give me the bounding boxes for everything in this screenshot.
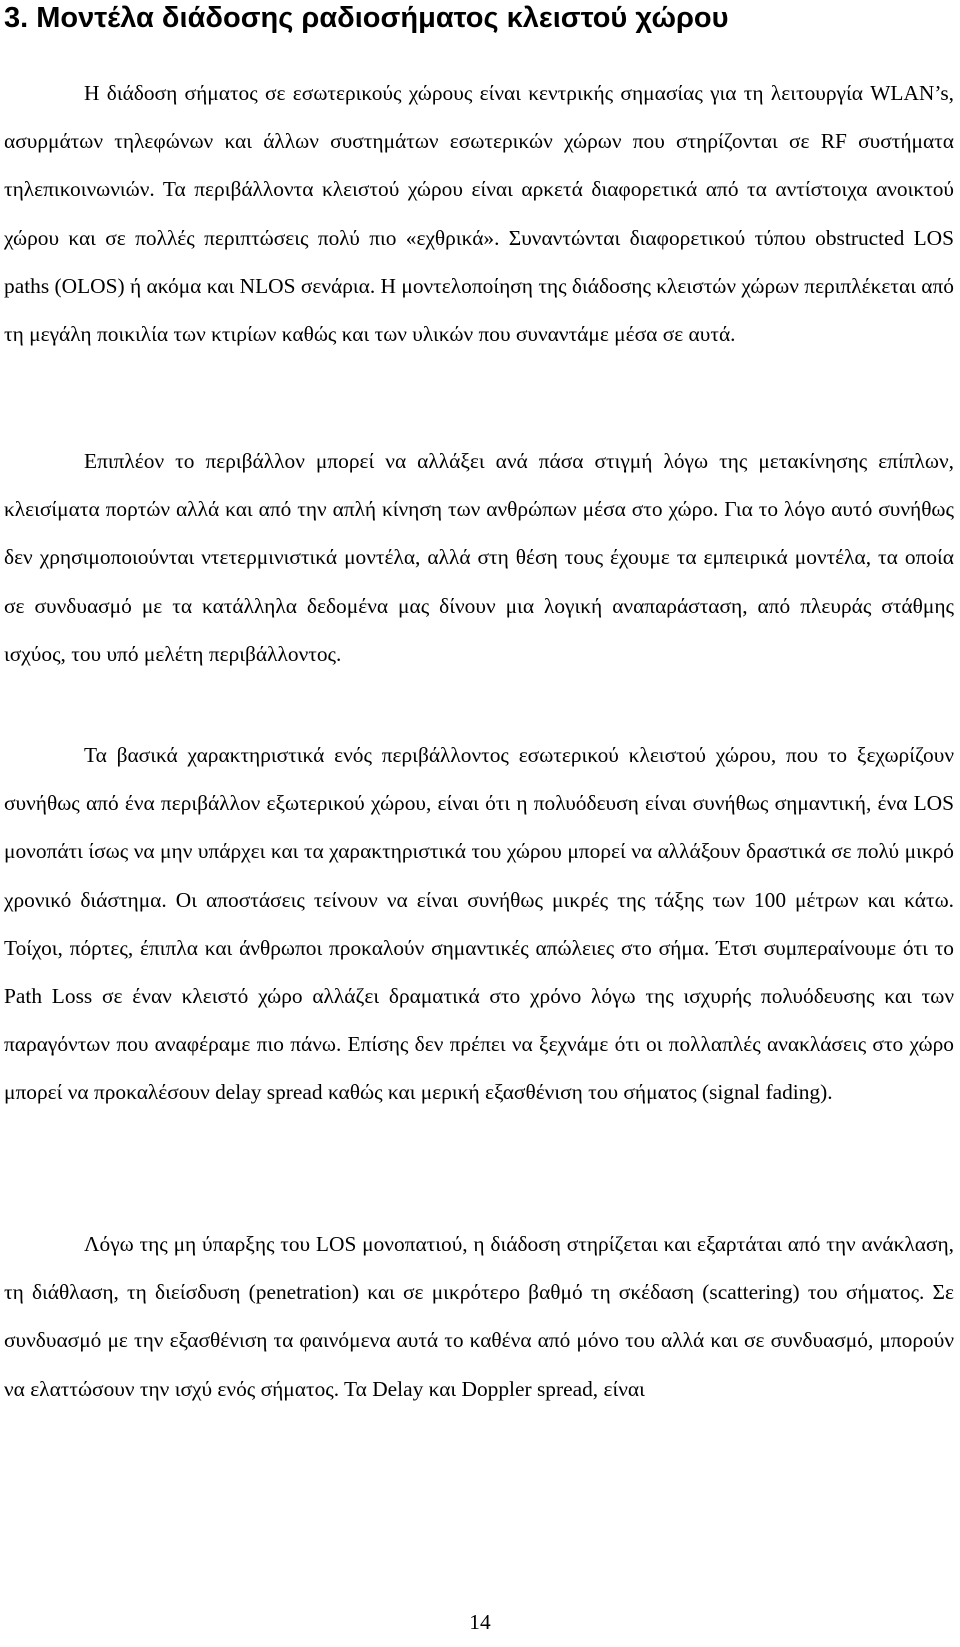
paragraph-indoor-propagation-intro: Η διάδοση σήματος σε εσωτερικούς χώρους είναι κεντρικής σημασίας για τη λειτουργία WLAN’s, ασυρμάτων τηλεφώνων και άλλων συστημάτων εσωτερικών χώρων που στηρίζονται σε RF συστήματα τηλεπικοινωνιών. Τα περιβάλλοντα κλειστού χώρου είναι αρκετά διαφορετικά από τα αντίστοιχα ανοικτού χώρου και σε πολλές περιπτώσεις πολύ πιο «εχθρικά». Συναντώνται διαφορετικού τύπου obstructed LOS paths (OLOS) ή ακόμα και NLOS σενάρια. Η μοντελοποίηση της διάδοσης κλειστών χώρων περιπλέκεται από τη μεγάλη ποικιλία των κτιρίων καθώς και των υλικών που συναντάμε μέσα σε αυτά. [4,81,955,347]
section-heading: 3. Μοντέλα διάδοσης ραδιοσήματος κλειστού χώρου [4,2,729,34]
paragraph-environment-changes: Επιπλέον το περιβάλλον μπορεί να αλλάξει ανά πάσα στιγμή λόγω της μετακίνησης επίπλων, κλεισίματα πορτών αλλά και από την απλή κίνηση των ανθρώπων μέσα στο χώρο. Για το λόγο αυτό συνήθως δεν χρησιμοποιούνται ντετερμινιστικά μοντέλα, αλλά στη θέση τους έχουμε τα εμπειρικά μοντέλα, τα οποία σε συνδυασμό με τα κατάλληλα δεδομένα μας δίνουν μια λογική αναπαράσταση, από πλευράς στάθμης ισχύος, του υπό μελέτη περιβάλλοντος. [4,449,954,666]
paragraph-propagation-mechanisms: Λόγω της μη ύπαρξης του LOS μονοπατιού, η διάδοση στηρίζεται και εξαρτάται από την ανάκλαση, τη διάθλαση, τη διείσδυση (penetration) και σε μικρότερο βαθμό τη σκέδαση (scattering) του σήματος. Σε συνδυασμό με την εξασθένιση τα φαινόμενα αυτά το καθένα από μόνο του αλλά και σε συνδυασμό, μπορούν να ελαττώσουν την ισχύ ενός σήματος. Τα Delay και Doppler spread, είναι [4,1232,954,1401]
page-number: 14 [469,1610,491,1634]
paragraph-indoor-characteristics: Τα βασικά χαρακτηριστικά ενός περιβάλλοντος εσωτερικού κλειστού χώρου, που το ξεχωρίζουν συνήθως από ένα περιβάλλον εξωτερικού χώρου, είναι ότι η πολυόδευση είναι συνήθως σημαντική, ένα LOS μονοπάτι ίσως να μην υπάρχει και τα χαρακτηριστικά του χώρου μπορεί να αλλάξουν δραστικά σε πολύ μικρό χρονικό διάστημα. Οι αποστάσεις τείνουν να είναι συνήθως μικρές της τάξης των 100 μέτρων και κάτω. Τοίχοι, πόρτες, έπιπλα και άνθρωποι προκαλούν σημαντικές απώλειες στο σήμα. Έτσι συμπεραίνουμε ότι το Path Loss σε έναν κλειστό χώρο αλλάζει δραματικά στο χρόνο λόγω της ισχυρής πολυόδευσης και των παραγόντων που αναφέραμε πιο πάνω. Επίσης δεν πρέπει να ξεχνάμε ότι οι πολλαπλές ανακλάσεις στο χώρο μπορεί να προκαλέσουν delay spread καθώς και μερική εξασθένιση του σήματος (signal fading). [4,743,954,1105]
